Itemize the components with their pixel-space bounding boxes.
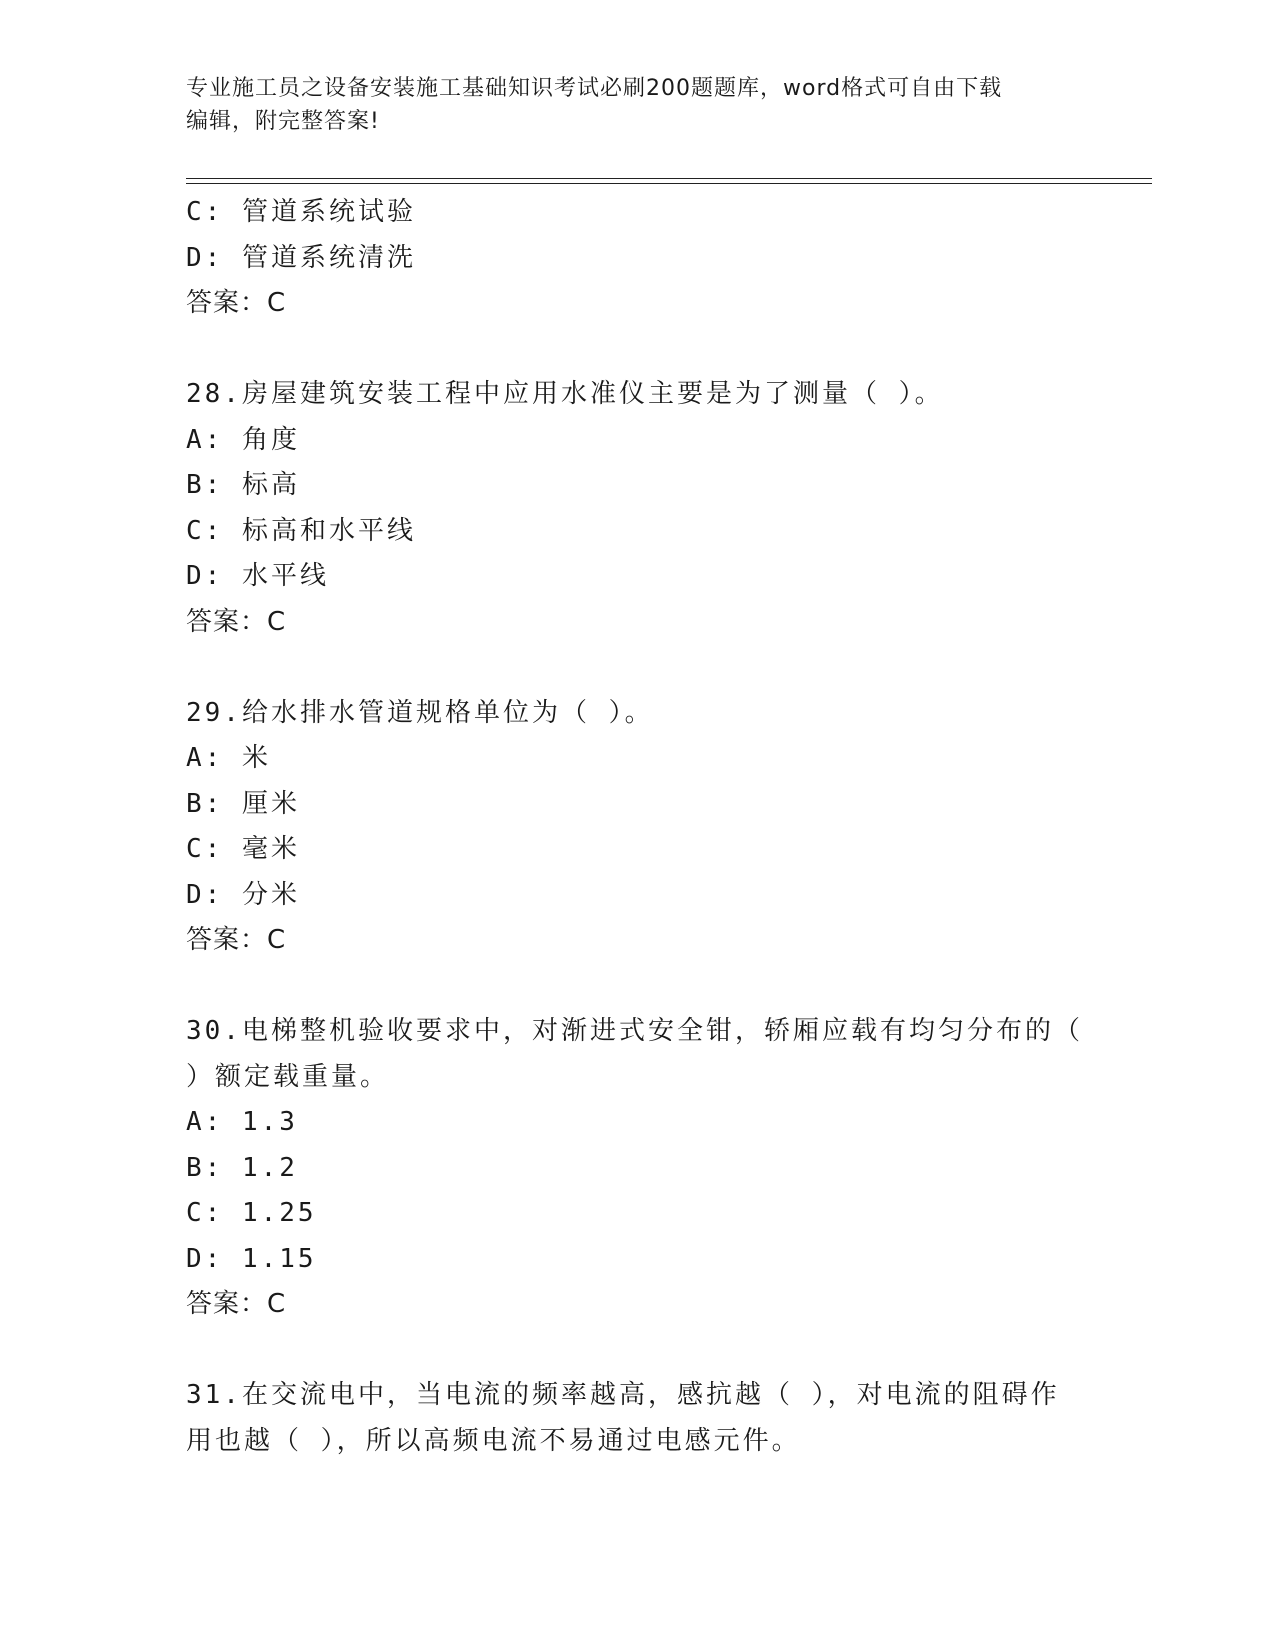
option-b: B: 厘米 (186, 788, 300, 819)
option-d: D: 1.15 (186, 1243, 317, 1274)
spacer (186, 645, 1106, 691)
option-a: A: 1.3 (186, 1107, 298, 1137)
answer-line: 答案：C (186, 925, 287, 955)
answer-line: 答案：C (186, 288, 287, 318)
answer-line: 答案：C (186, 1289, 287, 1319)
header-divider-top (186, 178, 1152, 179)
option-d: D: 管道系统清洗 (186, 242, 416, 273)
answer-line: 答案：C (186, 606, 287, 637)
question-stem-line2: 用也越（ ），所以高频电流不易通过电感元件。 (186, 1425, 801, 1456)
question-30 (186, 1009, 1106, 1328)
option-a: A: 角度 (186, 424, 300, 455)
question-27-tail (186, 190, 1106, 327)
question-28 (186, 372, 1106, 645)
option-c: C: 管道系统试验 (186, 197, 416, 227)
option-c: C: 毫米 (186, 834, 300, 864)
header-title-line2: 编辑，附完整答案! (186, 109, 380, 134)
spacer (186, 327, 1106, 373)
option-c: C: 1.25 (186, 1198, 317, 1228)
question-stem-line1: 30.电梯整机验收要求中，对渐进式安全钳，轿厢应载有均匀分布的（ (186, 1016, 1083, 1046)
option-d: D: 水平线 (186, 561, 329, 591)
question-stem-line2: ）额定载重量。 (186, 1061, 390, 1092)
question-list (186, 190, 1106, 1464)
spacer (186, 1328, 1106, 1374)
option-c: C: 标高和水平线 (186, 515, 416, 546)
option-b: B: 1.2 (186, 1152, 298, 1183)
question-stem-line1: 31.在交流电中，当电流的频率越高，感抗越（ ），对电流的阻碍作 (186, 1380, 1060, 1410)
option-d: D: 分米 (186, 879, 300, 910)
option-a: A: 米 (186, 743, 271, 773)
header-title-line1: 专业施工员之设备安装施工基础知识考试必刷200题题库，word格式可自由下载 (186, 76, 1003, 101)
header-divider-bottom (186, 183, 1152, 184)
question-29 (186, 691, 1106, 964)
option-b: B: 标高 (186, 470, 300, 500)
question-31 (186, 1373, 1106, 1464)
spacer (186, 964, 1106, 1010)
document-header (186, 72, 1086, 138)
question-stem: 28.房屋建筑安装工程中应用水准仪主要是为了测量（ ）。 (186, 379, 944, 409)
question-stem: 29.给水排水管道规格单位为（ ）。 (186, 697, 654, 728)
